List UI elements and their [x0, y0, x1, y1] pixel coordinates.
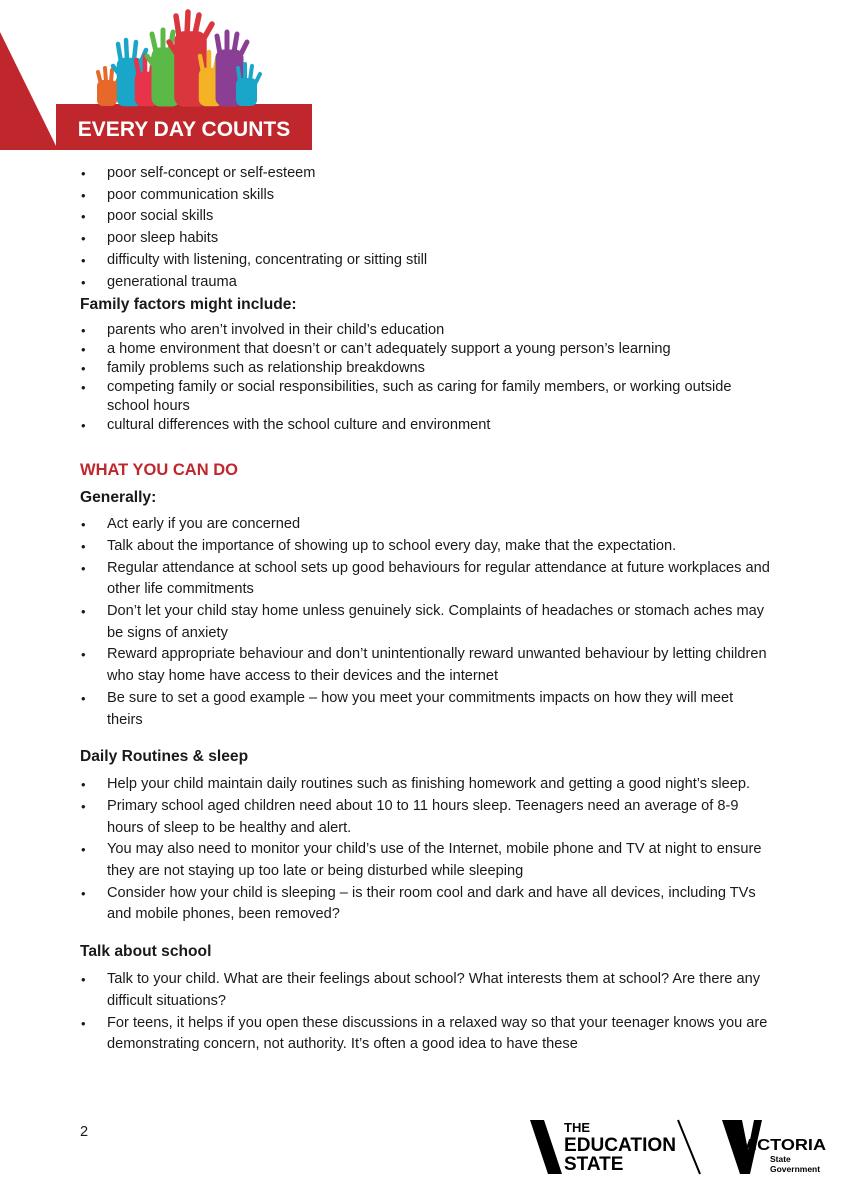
- family-factors-heading: Family factors might include:: [80, 296, 297, 314]
- daily-routines-list: [80, 774, 770, 926]
- edu-logo-line1: THE: [564, 1120, 590, 1135]
- page-content: [80, 163, 770, 1056]
- family-factors-list: [80, 321, 770, 435]
- generally-heading: Generally:: [80, 489, 157, 507]
- list-item: • Primary school aged children need about 10 to 11 hours sleep. Teenagers need an average of 8-9 hours of sleep to be healthy and alert.: [80, 796, 770, 839]
- list-item: • Reward appropriate behaviour and don’t unintentionally reward unwanted behaviour by letting children who stay home have access to their devices and the internet: [80, 644, 770, 687]
- list-item: • Consider how your child is sleeping – is their room cool and dark and have all devices, including TVs and mobile phones, been removed?: [80, 883, 770, 926]
- list-item: • poor self-concept or self-esteem: [80, 163, 770, 185]
- edu-logo-line2: EDUCATION: [564, 1135, 676, 1156]
- intro-bullet-list: [80, 163, 770, 293]
- list-item: • difficulty with listening, concentrating or sitting still: [80, 250, 770, 272]
- vic-logo-line1: VICTORIA: [740, 1137, 827, 1154]
- daily-routines-heading: Daily Routines & sleep: [80, 748, 249, 766]
- list-item: • You may also need to monitor your child’s use of the Internet, mobile phone and TV at night to ensure they are not staying up too late or being disturbed while sleeping: [80, 839, 770, 882]
- talk-about-school-heading: Talk about school: [80, 943, 212, 961]
- list-item: • family problems such as relationship breakdowns: [80, 359, 770, 378]
- list-item: • Act early if you are concerned: [80, 514, 770, 536]
- vic-logo-line3: Government: [770, 1164, 821, 1174]
- education-state-logo: [528, 1116, 706, 1178]
- list-item: • poor sleep habits: [80, 228, 770, 250]
- list-item: • poor social skills: [80, 206, 770, 228]
- list-item: • Talk about the importance of showing up to school every day, make that the expectation.: [80, 536, 770, 558]
- victoria-state-government-logo: [722, 1116, 828, 1178]
- list-item: • For teens, it helps if you open these discussions in a relaxed way so that your teenager knows you are demonstrating concern, not authority. It’s often a good idea to have these: [80, 1013, 770, 1056]
- list-item: • poor communication skills: [80, 185, 770, 207]
- list-item: • Help your child maintain daily routines such as finishing homework and getting a good night’s sleep.: [80, 774, 770, 796]
- list-item: • Don’t let your child stay home unless genuinely sick. Complaints of headaches or stomach aches may be signs of anxiety: [80, 601, 770, 644]
- list-item: • competing family or social responsibilities, such as caring for family members, or working outside school hours: [80, 378, 770, 416]
- talk-about-school-list: [80, 969, 770, 1056]
- list-item: • Regular attendance at school sets up good behaviours for regular attendance at future workplaces and other life commitments: [80, 558, 770, 601]
- generally-list: [80, 514, 770, 731]
- list-item: • Talk to your child. What are their feelings about school? What interests them at school? Are there any difficult situations?: [80, 969, 770, 1012]
- list-item: • Be sure to set a good example – how you meet your commitments impacts on how they will meet theirs: [80, 688, 770, 731]
- page-number: 2: [80, 1124, 89, 1140]
- list-item: • a home environment that doesn’t or can’t adequately support a young person’s learning: [80, 340, 770, 359]
- list-item: • cultural differences with the school culture and environment: [80, 416, 770, 435]
- every-day-counts-logo: [0, 0, 320, 156]
- what-you-can-do-heading: WHAT YOU CAN DO: [80, 461, 238, 480]
- edu-logo-line3: STATE: [564, 1154, 624, 1175]
- list-item: • parents who aren’t involved in their child’s education: [80, 321, 770, 340]
- logo-text: EVERY DAY COUNTS: [77, 118, 291, 141]
- list-item: • generational trauma: [80, 272, 770, 294]
- vic-logo-line2: State: [770, 1154, 791, 1164]
